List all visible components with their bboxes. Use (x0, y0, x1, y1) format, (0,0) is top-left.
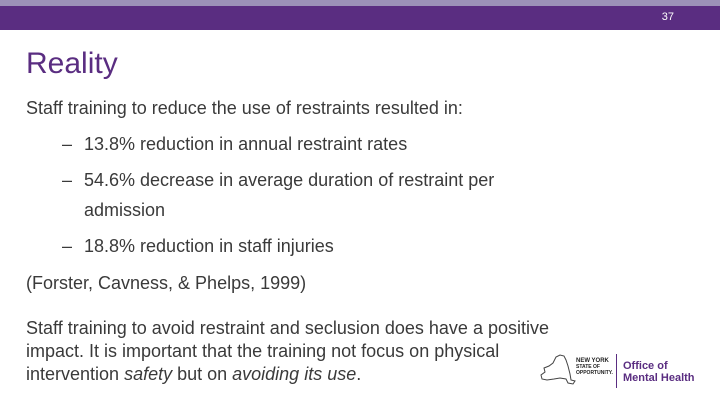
citation: (Forster, Cavness, & Phelps, 1999) (26, 273, 307, 293)
bullet-text: 54.6% decrease in average duration of restraint per admission (84, 170, 495, 220)
bullet-item (62, 165, 562, 225)
ny-state-wordmark (576, 358, 613, 376)
bullet-item (62, 129, 482, 159)
emphasis-safety: safety (124, 364, 173, 384)
bullet-dash: – (62, 236, 73, 256)
slide-number: 37 (661, 11, 674, 23)
office-wordmark (623, 360, 695, 384)
logo-divider (616, 354, 617, 388)
office-line-1: Office of (623, 360, 668, 372)
bullet-dash: – (62, 170, 73, 190)
bullet-dash: – (62, 134, 73, 154)
bullet-text: 13.8% reduction in annual restraint rates (84, 134, 408, 154)
header-bar (0, 6, 720, 30)
emphasis-avoiding: avoiding its use (232, 364, 357, 384)
new-york-state-map-icon (540, 354, 576, 388)
closing-text: but on (172, 364, 233, 384)
closing-text: Staff training to avoid restraint and seclusion does have a positive impact. It is important that the training not focus on physical intervention (26, 318, 549, 384)
closing-paragraph (26, 317, 556, 386)
bullet-item (62, 231, 482, 261)
ny-line-2: STATE OF (576, 364, 600, 370)
ny-line-3: OPPORTUNITY. (576, 370, 613, 376)
omh-logo (540, 352, 710, 392)
office-line-2: Mental Health (623, 372, 695, 384)
bullet-text: 18.8% reduction in staff injuries (84, 236, 334, 256)
slide-title: Reality (26, 47, 118, 80)
ny-line-1: NEW YORK (576, 358, 609, 364)
closing-text: . (356, 364, 362, 384)
intro-text: Staff training to reduce the use of restraints resulted in: (26, 98, 463, 118)
